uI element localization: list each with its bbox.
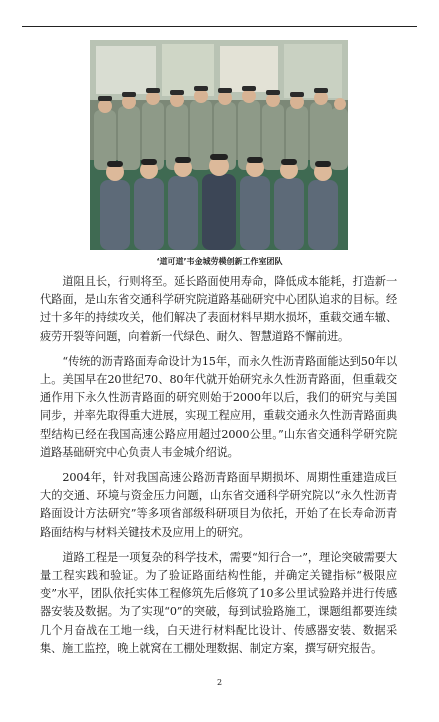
paragraph: 2004年，针对我国高速公路沥青路面早期损坏、周期性重建造成巨大的交通、环境与资金压力问题，山东省交通科学研究院以“永久性沥青路面设计方法研究”等多项省部级科研项目为依托，开始了在长寿命沥青路面结构与材料关键技术及应用上的研究。 [40,471,397,539]
photo-caption: ‘道可道’韦金城劳模创新工作室团队 [156,257,283,266]
paragraph: 道阻且长，行则将至。延长路面使用寿命，降低成本能耗，打造新一代路面，是山东省交通科学研究院道路基础研究中心团队追求的目标。经过十多年的持续攻关，他们解决了表面材料早期水损坏，重载交通车辙、疲劳开裂等问题，向着新一代绿色、耐久、智慧道路不懈前进。 [40,275,397,343]
group-photo-icon [90,40,348,250]
team-photo [90,40,348,250]
header-rule [22,26,417,27]
article-body [40,273,397,665]
paragraph: “传统的沥青路面寿命设计为15年，而永久性沥青路面能达到50年以上。美国早在20世纪70、80年代就开始研究永久性沥青路面，但重载交通作用下永久性沥青路面的研究则始于2000年以后，我们的研究与美国同步，并率先取得重大进展，实现工程应用，重载交通永久性沥青路面典型结构已经在我国高速公路应用超过2000公里。”山东省交通科学研究院道路基础研究中心负责人韦金城介绍说。 [40,354,397,459]
paragraph: 道路工程是一项复杂的科学技术，需要“知行合一”，理论突破需要大量工程实践和验证。为了验证路面结构性能，并确定关键指标“极限应变”水平，团队依托实体工程修筑先后修筑了10多公里试验路并进行传感器安装及数据。为了实现“0”的突破，每到试验路施工，课题组都要连续几个月奋战在工地一线，白天进行材料配比设计、传感器安装、数据采集、施工监控，晚上就窝在工棚处理数据、制定方案，撰写研究报告。 [40,550,397,655]
page-number: 2 [216,678,223,687]
